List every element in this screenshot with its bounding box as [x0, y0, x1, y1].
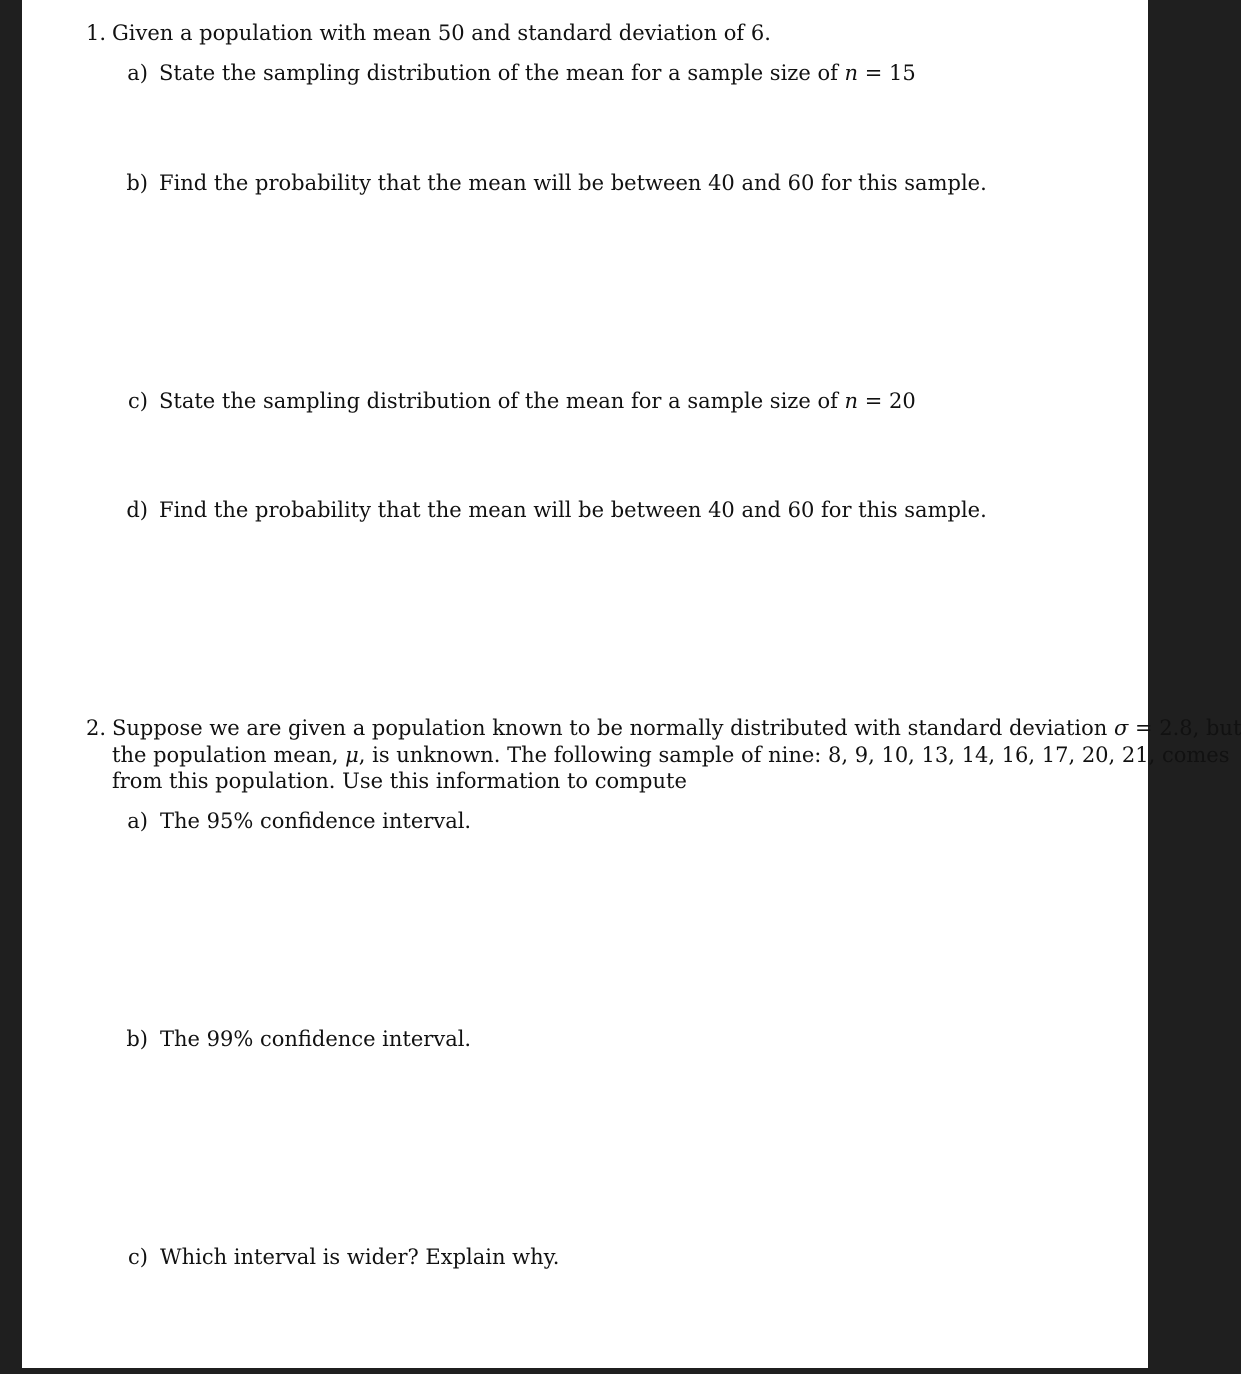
q2a-text: The 95% confidence interval. [160, 809, 472, 833]
q2a-label: a) [127, 809, 148, 833]
q2c-label: c) [128, 1245, 148, 1269]
q1-number: 1. [85, 21, 106, 45]
q1a-label: a) [127, 61, 148, 85]
q1a-text: State the sampling distribution of the mean for a sample size of n = 15 [159, 61, 916, 85]
q1b-text: Find the probability that the mean will be between 40 and 60 for this sample. [159, 171, 987, 195]
q2-stem-line1: Suppose we are given a population known to be normally distributed with standard deviation σ = 2.8, but [112, 716, 1241, 740]
q2c-text: Which interval is wider? Explain why. [160, 1245, 560, 1269]
q2-number: 2. [85, 716, 106, 740]
worksheet-page [22, 0, 1241, 1368]
q1-stem: Given a population with mean 50 and standard deviation of 6. [112, 21, 771, 45]
q1d-label: d) [126, 498, 148, 522]
q2-stem-line2: the population mean, μ, is unknown. The following sample of nine: 8, 9, 10, 13, 14, 16, 17, 20, 21, comes [112, 743, 1230, 767]
q2b-label: b) [126, 1027, 148, 1051]
q1b-label: b) [126, 171, 148, 195]
q1d-text: Find the probability that the mean will be between 40 and 60 for this sample. [159, 498, 987, 522]
q2-stem-line3: from this population. Use this information to compute [112, 769, 687, 793]
q2b-text: The 99% confidence interval. [160, 1027, 472, 1051]
q1c-label: c) [128, 389, 148, 413]
q1c-text: State the sampling distribution of the mean for a sample size of n = 20 [159, 389, 916, 413]
